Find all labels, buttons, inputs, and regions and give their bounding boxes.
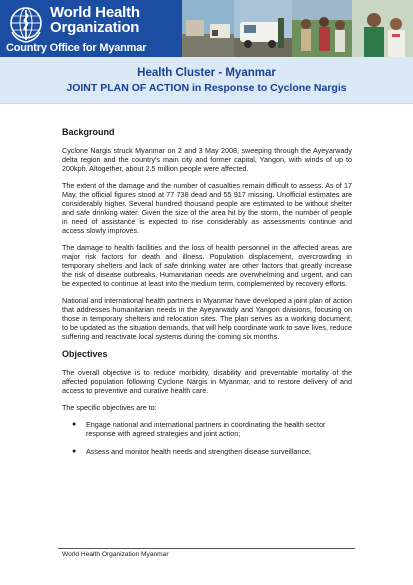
- org-name: [50, 5, 140, 35]
- list-item-text: Assess and monitor health needs and strengthen disease surveillance;: [86, 447, 311, 456]
- list-item: [62, 420, 352, 438]
- who-emblem-icon: [6, 4, 46, 44]
- header-photo-vehicle: [234, 0, 292, 57]
- footer-text: World Health Organization Myanmar: [62, 551, 169, 558]
- specific-objectives-list: [62, 420, 352, 456]
- header-photo-strip: [182, 0, 413, 57]
- objectives-paragraph-1: The overall objective is to reduce morbidity, disability and preventable mortality of the affected population following Cyclone Nargis in Myanmar, and to restore delivery of and access to preventive and curative health care.: [62, 368, 352, 395]
- background-paragraph-4: National and international health partners in Myanmar have developed a joint plan of action that addresses humanitarian needs in the Ayeyarwady and Yangon divisions, focusing on those in temporary shelters and relocation sites. The plan serves as a working document, to be updated as the situation demands, that will help coordinate work to save lives, reduce suffering and reactivate local systems during the coming six months.: [62, 296, 352, 341]
- section-heading-objectives: Objectives: [62, 349, 108, 359]
- org-name-line-1: World Health: [50, 4, 140, 21]
- list-item: [62, 447, 352, 456]
- document-body: [62, 123, 352, 465]
- bullet-icon: ●: [72, 448, 77, 455]
- document-title: Health Cluster - Myanmar: [137, 67, 276, 79]
- title-band: [0, 57, 413, 104]
- org-name-line-2: Organization: [50, 19, 140, 36]
- footer-divider: [58, 548, 355, 549]
- header-banner: [0, 0, 413, 57]
- header-photo-health-worker: [352, 0, 413, 57]
- country-office-label: Country Office for Myanmar: [6, 42, 147, 54]
- document-subtitle: JOINT PLAN OF ACTION in Response to Cyclone Nargis: [66, 82, 347, 94]
- background-paragraph-1: Cyclone Nargis struck Myanmar on 2 and 3 May 2008, sweeping through the Ayeyarwady delta region and the country's main city and former capital, Yangon, with winds of up to 200kph. Altogether, about 2.5 million people were affected.: [62, 146, 352, 173]
- list-item-text: Engage national and international partners in coordinating the health sector response with agreed strategies and joint action;: [86, 420, 326, 438]
- header-photo-people: [292, 0, 352, 57]
- section-heading-background: Background: [62, 127, 115, 137]
- header-photo-street: [182, 0, 234, 57]
- background-paragraph-2: The extent of the damage and the number of casualties remain difficult to assess. As of 17 May, the official figures stood at 77 738 dead and 55 917 missing. Unofficial estimates are considerably higher. Several hundred thousand people are estimated to be without shelter and safe drinking water. Given the size of the area hit by the storm, the number of people in need of assistance is expected to rise considerably as assessments continue and access slowly improves.: [62, 181, 352, 235]
- background-paragraph-3: The damage to health facilities and the loss of health personnel in the affected areas are major risk factors for death and illness. Population displacement, overcrowding in temporary shelters and lack of safe drinking water are other factors that greatly increase the risk of disease outbreaks. Humanitarian needs are overwhelming and urgent, and can be expected to continue at least into the medium term, complemented by recovery efforts.: [62, 243, 352, 288]
- objectives-paragraph-2: The specific objectives are to:: [62, 403, 157, 412]
- bullet-icon: ●: [72, 421, 77, 428]
